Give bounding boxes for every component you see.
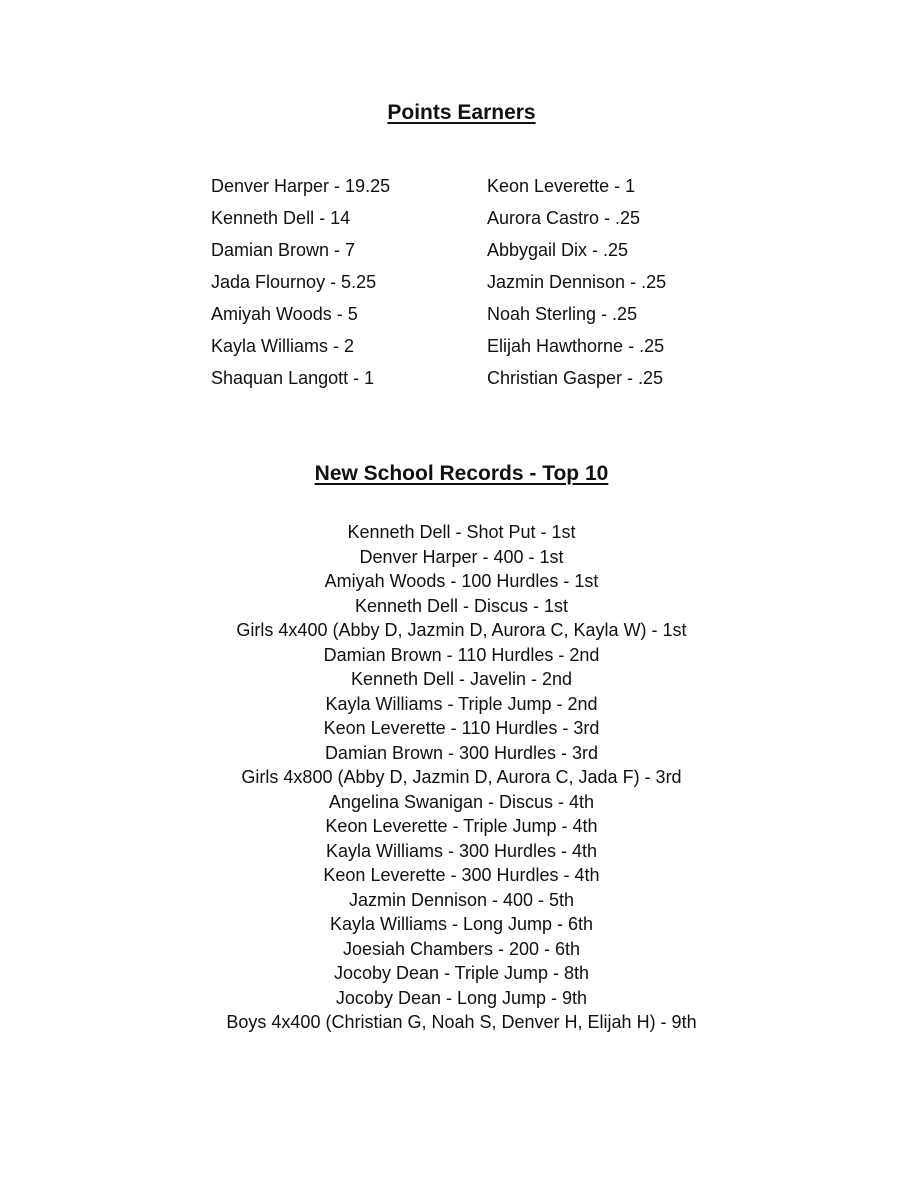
record-entry: Boys 4x400 (Christian G, Noah S, Denver H, Elijah H) - 9th bbox=[226, 1012, 697, 1032]
record-entry: Keon Leverette - Triple Jump - 4th bbox=[325, 816, 598, 836]
points-right-column bbox=[487, 173, 666, 397]
points-entry: Keon Leverette - 1 bbox=[487, 176, 636, 196]
points-entry: Christian Gasper - .25 bbox=[487, 368, 664, 388]
record-entry: Girls 4x800 (Abby D, Jazmin D, Aurora C, Jada F) - 3rd bbox=[241, 767, 682, 787]
record-entry: Keon Leverette - 110 Hurdles - 3rd bbox=[323, 718, 600, 738]
record-entry: Damian Brown - 300 Hurdles - 3rd bbox=[324, 742, 599, 763]
record-entry: Denver Harper - 400 - 1st bbox=[359, 546, 564, 567]
points-left-column bbox=[211, 173, 390, 397]
points-entry: Jazmin Dennison - .25 bbox=[487, 272, 667, 292]
points-entry: Noah Sterling - .25 bbox=[487, 304, 638, 324]
record-entry: Jocoby Dean - Long Jump - 9th bbox=[335, 987, 588, 1008]
school-records-list bbox=[0, 520, 923, 1035]
record-entry: Girls 4x400 (Abby D, Jazmin D, Aurora C, Kayla W) - 1st bbox=[236, 620, 687, 640]
points-entry: Damian Brown - 7 bbox=[211, 240, 356, 260]
record-entry: Angelina Swanigan - Discus - 4th bbox=[328, 791, 595, 812]
record-entry: Joesiah Chambers - 200 - 6th bbox=[342, 938, 581, 959]
record-entry: Kenneth Dell - Javelin - 2nd bbox=[350, 669, 573, 689]
record-entry: Keon Leverette - 300 Hurdles - 4th bbox=[323, 865, 600, 885]
points-entry: Amiyah Woods - 5 bbox=[211, 304, 358, 324]
points-entry: Abbygail Dix - .25 bbox=[487, 240, 629, 260]
school-records-heading: New School Records - Top 10 bbox=[314, 462, 609, 485]
points-entry: Denver Harper - 19.25 bbox=[211, 176, 391, 196]
points-entry: Kayla Williams - 2 bbox=[211, 336, 355, 356]
record-entry: Kayla Williams - Triple Jump - 2nd bbox=[325, 693, 598, 714]
record-entry: Kenneth Dell - Discus - 1st bbox=[354, 595, 569, 616]
points-earners-heading: Points Earners bbox=[387, 101, 536, 124]
record-entry: Kenneth Dell - Shot Put - 1st bbox=[347, 522, 576, 542]
points-entry: Jada Flournoy - 5.25 bbox=[211, 272, 377, 292]
points-entry: Aurora Castro - .25 bbox=[487, 208, 641, 228]
points-entry: Shaquan Langott - 1 bbox=[211, 368, 375, 388]
record-entry: Kayla Williams - Long Jump - 6th bbox=[329, 914, 594, 934]
points-entry: Elijah Hawthorne - .25 bbox=[487, 336, 665, 356]
points-entry: Kenneth Dell - 14 bbox=[211, 208, 351, 228]
record-entry: Jazmin Dennison - 400 - 5th bbox=[348, 889, 575, 910]
record-entry: Damian Brown - 110 Hurdles - 2nd bbox=[323, 644, 600, 665]
record-entry: Amiyah Woods - 100 Hurdles - 1st bbox=[324, 571, 599, 591]
record-entry: Kayla Williams - 300 Hurdles - 4th bbox=[325, 840, 598, 861]
record-entry: Jocoby Dean - Triple Jump - 8th bbox=[333, 963, 590, 983]
